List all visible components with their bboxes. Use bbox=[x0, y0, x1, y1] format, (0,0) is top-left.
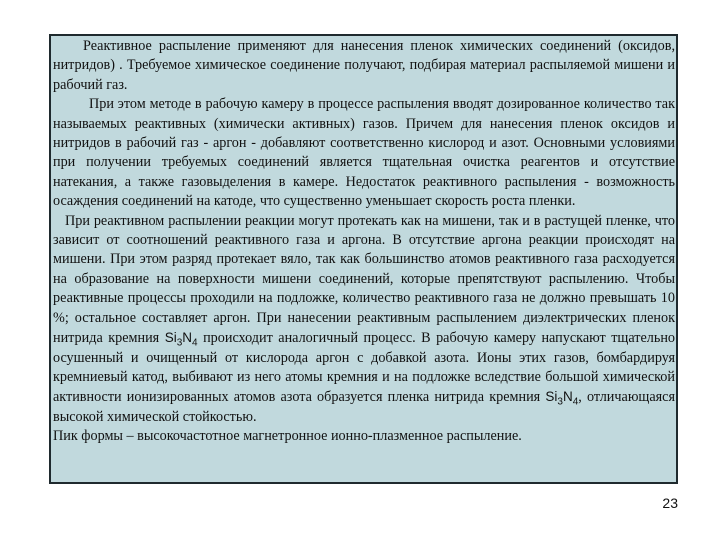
formula-n-subscript: 4 bbox=[572, 397, 579, 408]
formula-si: Si bbox=[545, 389, 558, 405]
paragraph-3-part-a: При реактивном распылении реакции могут протекать как на мишени, так и в растущей пленке, что зависит от соотношений реактивного газа и аргона. В отсутствие аргона реакции происходят на мишени. При этом разряд протекает вяло, так как большинство атомов реактивного газа расходуется на образование на поверхности мишени соединений, которые препятствуют распылению. Чтобы реактивные процессы проходили на подложке, количество реактивного газа не должно превышать 10 %; остальное составляет аргон. При нанесении реактивным распылением диэлектрических пленок нитрида кремния bbox=[53, 212, 675, 347]
formula-si-subscript: 3 bbox=[557, 397, 563, 408]
paragraph-3-part-c: , отличающаяся высокой химической стойкостью. bbox=[53, 389, 675, 425]
paragraph-3-part-b: происходит аналогичный процесс. В рабочую камеру напускают тщательно осушенный и очищенный от кислорода аргон с добавкой азота. Ионы этих газов, бомбардируя кремниевый катод, выбивают из него атомы кремния и на подложке вследствие большой химической активности ионизированных атомов азота образуется пленка нитрида кремния bbox=[53, 330, 676, 406]
slide-text bbox=[53, 37, 675, 447]
formula-n: N bbox=[562, 389, 573, 405]
formula-si3n4-second bbox=[545, 389, 579, 408]
paragraph-1: Реактивное распыление применяют для нанесения пленок химических соединений (оксидов, нитридов) . Требуемое химическое соединение получают, подбирая материал распыляемой мишени и рабочий газ. bbox=[53, 38, 675, 93]
paragraph-3 bbox=[53, 212, 675, 427]
formula-n-subscript: 4 bbox=[192, 337, 198, 349]
paragraph-4: Пик формы – высокочастотное магнетронное ионно-плазменное распыление. bbox=[53, 428, 522, 445]
formula-si3n4-first bbox=[164, 330, 198, 349]
paragraph-2: При этом методе в рабочую камеру в процессе распыления вводят дозированное количество так называемых реактивных (химически активных) газов. Причем для нанесения пленок оксидов и нитридов в рабочий газ - аргон - добавляют соответственно кислород и азот. Основными условиями при получении требуемых соединений является тщательная очистка реагентов и отсутствие натекания, а также газовыделения в камере. Недостаток реактивного распыления - возможность осаждения соединений на катоде, что существенно уменьшает скорость роста пленки. bbox=[53, 96, 675, 210]
formula-si-subscript: 3 bbox=[176, 337, 183, 349]
formula-si: Si bbox=[164, 330, 177, 346]
page-number: 23 bbox=[662, 495, 678, 511]
formula-n: N bbox=[182, 330, 193, 346]
